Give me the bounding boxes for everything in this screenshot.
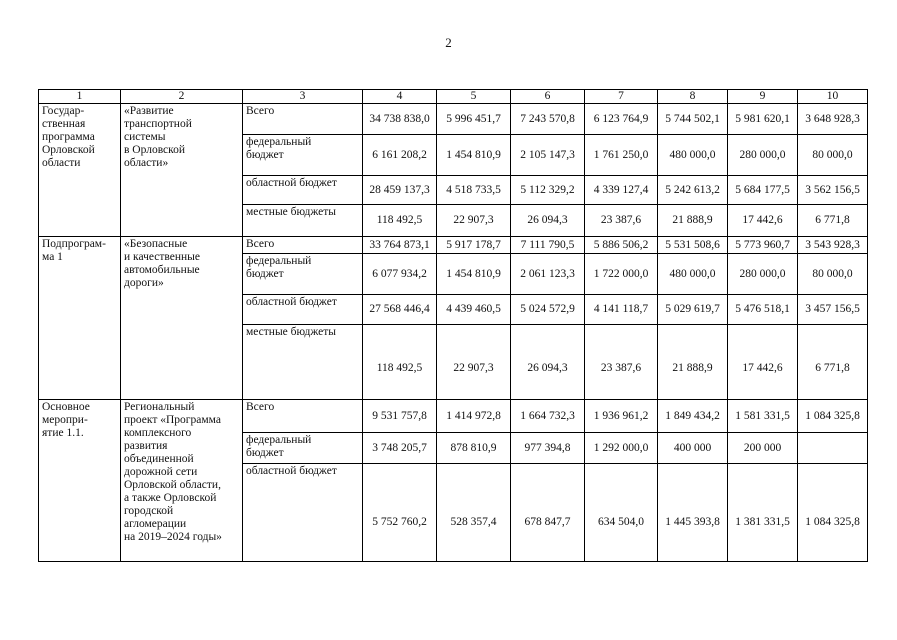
amount-cell: 21 888,9 xyxy=(658,205,728,237)
amount-cell: 1 761 250,0 xyxy=(585,135,658,176)
amount-cell: 34 738 838,0 xyxy=(363,104,437,135)
amount-cell: 4 141 118,7 xyxy=(585,295,658,325)
amount-cell: 5 112 329,2 xyxy=(511,176,585,205)
amount-cell: 5 981 620,1 xyxy=(728,104,798,135)
amount-cell: 878 810,9 xyxy=(437,433,511,464)
amount-cell: 5 886 506,2 xyxy=(585,237,658,254)
amount-cell: 2 061 123,3 xyxy=(511,254,585,295)
amount-cell: 2 105 147,3 xyxy=(511,135,585,176)
amount-cell: 80 000,0 xyxy=(798,254,868,295)
amount-cell: 678 847,7 xyxy=(511,464,585,562)
amount-cell: 3 543 928,3 xyxy=(798,237,868,254)
amount-cell: 80 000,0 xyxy=(798,135,868,176)
funding-source-cell: областной бюджет xyxy=(243,176,363,205)
amount-cell: 1 445 393,8 xyxy=(658,464,728,562)
funding-source-cell: местные бюджеты xyxy=(243,325,363,400)
page-number: 2 xyxy=(445,35,452,50)
amount-cell: 1 849 434,2 xyxy=(658,400,728,433)
amount-cell: 3 748 205,7 xyxy=(363,433,437,464)
amount-cell: 6 161 208,2 xyxy=(363,135,437,176)
amount-cell: 9 531 757,8 xyxy=(363,400,437,433)
amount-cell: 7 111 790,5 xyxy=(511,237,585,254)
amount-cell: 5 476 518,1 xyxy=(728,295,798,325)
amount-cell: 5 996 451,7 xyxy=(437,104,511,135)
amount-cell: 1 414 972,8 xyxy=(437,400,511,433)
program-name-cell: Подпрограм- ма 1 xyxy=(39,237,121,400)
amount-cell: 33 764 873,1 xyxy=(363,237,437,254)
amount-cell: 26 094,3 xyxy=(511,325,585,400)
table-row xyxy=(39,400,868,433)
program-title-cell: Региональный проект «Программа комплексного развития объединенной дорожной сети Орловской области, а также Орловской городской агломерации на 2019–2024 годы» xyxy=(121,400,243,562)
table-row xyxy=(39,104,868,135)
amount-cell: 1 292 000,0 xyxy=(585,433,658,464)
header-cell: 2 xyxy=(121,90,243,104)
funding-source-cell: местные бюджеты xyxy=(243,205,363,237)
amount-cell: 5 684 177,5 xyxy=(728,176,798,205)
amount-cell: 528 357,4 xyxy=(437,464,511,562)
amount-cell xyxy=(798,433,868,464)
amount-cell: 1 936 961,2 xyxy=(585,400,658,433)
amount-cell: 1 454 810,9 xyxy=(437,135,511,176)
header-cell: 1 xyxy=(39,90,121,104)
amount-cell: 400 000 xyxy=(658,433,728,464)
budget-table xyxy=(38,89,868,562)
program-name-cell: Государ- ственная программа Орловской области xyxy=(39,104,121,237)
amount-cell: 977 394,8 xyxy=(511,433,585,464)
amount-cell: 21 888,9 xyxy=(658,325,728,400)
amount-cell: 23 387,6 xyxy=(585,205,658,237)
amount-cell: 27 568 446,4 xyxy=(363,295,437,325)
funding-source-cell: областной бюджет xyxy=(243,464,363,562)
amount-cell: 5 024 572,9 xyxy=(511,295,585,325)
amount-cell: 5 029 619,7 xyxy=(658,295,728,325)
funding-source-cell: федеральный бюджет xyxy=(243,433,363,464)
amount-cell: 3 457 156,5 xyxy=(798,295,868,325)
amount-cell: 17 442,6 xyxy=(728,205,798,237)
amount-cell: 1 454 810,9 xyxy=(437,254,511,295)
amount-cell: 17 442,6 xyxy=(728,325,798,400)
amount-cell: 4 518 733,5 xyxy=(437,176,511,205)
amount-cell: 6 771,8 xyxy=(798,325,868,400)
amount-cell: 4 439 460,5 xyxy=(437,295,511,325)
amount-cell: 22 907,3 xyxy=(437,325,511,400)
amount-cell: 6 077 934,2 xyxy=(363,254,437,295)
funding-source-cell: федеральный бюджет xyxy=(243,254,363,295)
header-cell: 3 xyxy=(243,90,363,104)
funding-source-cell: федеральный бюджет xyxy=(243,135,363,176)
amount-cell: 23 387,6 xyxy=(585,325,658,400)
amount-cell: 5 531 508,6 xyxy=(658,237,728,254)
amount-cell: 280 000,0 xyxy=(728,254,798,295)
amount-cell: 1 664 732,3 xyxy=(511,400,585,433)
header-row xyxy=(39,90,868,104)
amount-cell: 4 339 127,4 xyxy=(585,176,658,205)
table-body xyxy=(39,104,868,562)
amount-cell: 5 917 178,7 xyxy=(437,237,511,254)
amount-cell: 5 744 502,1 xyxy=(658,104,728,135)
header-cell: 8 xyxy=(658,90,728,104)
header-cell: 4 xyxy=(363,90,437,104)
header-cell: 6 xyxy=(511,90,585,104)
table-row xyxy=(39,237,868,254)
funding-source-cell: Всего xyxy=(243,104,363,135)
program-title-cell: «Безопасные и качественные автомобильные дороги» xyxy=(121,237,243,400)
amount-cell: 118 492,5 xyxy=(363,205,437,237)
amount-cell: 5 242 613,2 xyxy=(658,176,728,205)
program-title-cell: «Развитие транспортной системы в Орловской области» xyxy=(121,104,243,237)
amount-cell: 1 381 331,5 xyxy=(728,464,798,562)
program-name-cell: Основное меропри- ятие 1.1. xyxy=(39,400,121,562)
amount-cell: 5 752 760,2 xyxy=(363,464,437,562)
amount-cell: 3 648 928,3 xyxy=(798,104,868,135)
funding-source-cell: Всего xyxy=(243,237,363,254)
amount-cell: 200 000 xyxy=(728,433,798,464)
amount-cell: 6 123 764,9 xyxy=(585,104,658,135)
amount-cell: 480 000,0 xyxy=(658,254,728,295)
amount-cell: 26 094,3 xyxy=(511,205,585,237)
header-cell: 7 xyxy=(585,90,658,104)
amount-cell: 1 084 325,8 xyxy=(798,464,868,562)
amount-cell: 480 000,0 xyxy=(658,135,728,176)
amount-cell: 22 907,3 xyxy=(437,205,511,237)
amount-cell: 280 000,0 xyxy=(728,135,798,176)
amount-cell: 1 581 331,5 xyxy=(728,400,798,433)
amount-cell: 7 243 570,8 xyxy=(511,104,585,135)
amount-cell: 1 722 000,0 xyxy=(585,254,658,295)
funding-source-cell: областной бюджет xyxy=(243,295,363,325)
amount-cell: 5 773 960,7 xyxy=(728,237,798,254)
amount-cell: 634 504,0 xyxy=(585,464,658,562)
header-cell: 9 xyxy=(728,90,798,104)
header-cell: 10 xyxy=(798,90,868,104)
amount-cell: 1 084 325,8 xyxy=(798,400,868,433)
amount-cell: 3 562 156,5 xyxy=(798,176,868,205)
amount-cell: 28 459 137,3 xyxy=(363,176,437,205)
funding-source-cell: Всего xyxy=(243,400,363,433)
amount-cell: 6 771,8 xyxy=(798,205,868,237)
header-cell: 5 xyxy=(437,90,511,104)
amount-cell: 118 492,5 xyxy=(363,325,437,400)
